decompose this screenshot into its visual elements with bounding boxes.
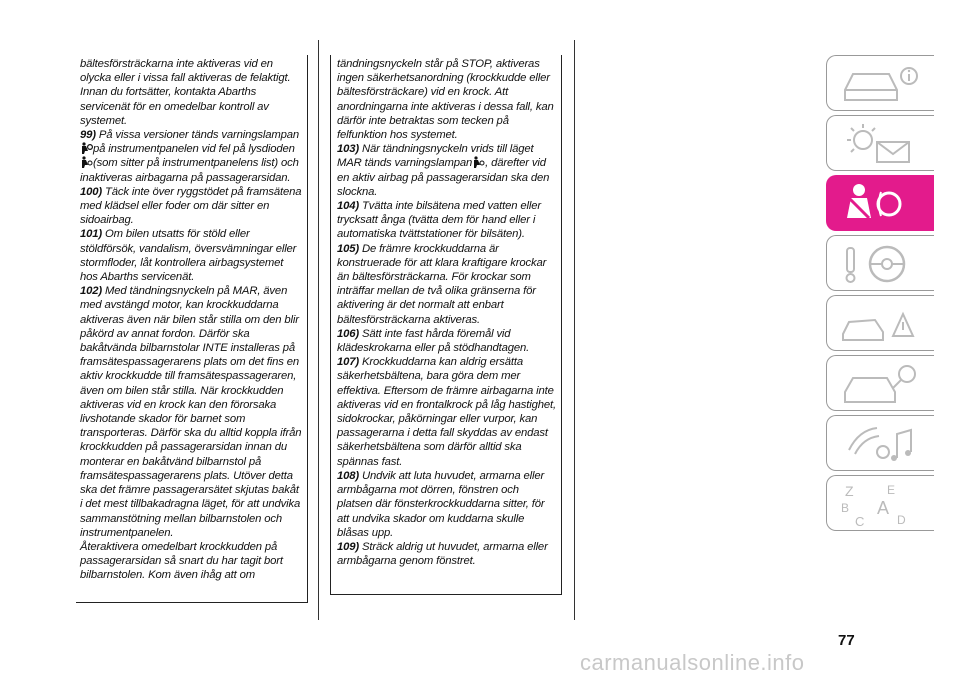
paragraph-text: När tändningsnyckeln vrids till läget MAR tänds varningslampan [337,143,534,170]
note-104 [337,199,557,242]
note-100 [80,185,303,228]
key-steering-wheel-icon [837,240,927,288]
paragraph-text: på instrumentpanelen vid fel på lysdioden [93,143,295,156]
note-number: 101) [80,228,103,241]
airbag-off-led-icon [80,156,93,168]
index-letter: Z [845,483,854,499]
paragraph-text: Med tändningsnyckeln på MAR, även med avstängd motor, kan krockkuddarna aktiveras även när bilen står stilla om den blir påkörd av annat fordon. Därför ska bakåtvända bilbarnstolar INTE installeras på framsätespassagerarens plats om det fins en aktiv krockkudde till framsätespassageraren, även om bilen står stilla. När krockkudden aktiveras vid en krock kan den förorsaka livshotande skador för barnet som transporteras. Därför ska du alltid koppla ifrån krockkudden på passagerarsidan innan du monterar en bakåtvänd bilbarnstol på framsätespassagerarens plats. Utöver detta ska det främre passagerarsätet skjutas bakåt i det mest tillbakadragna läget, för att undvika sammanstötning mellan bilbarnstolen och instrumentpanelen. [80,285,302,539]
paragraph-text: Sätt inte fast hårda föremål vid klädeskrokarna eller på stödhandtagen. [337,327,530,355]
paragraph-text: Undvik att luta huvudet, armarna eller armbågarna mot dörren, fönstren och platsen där fönsterkrockkuddarna sitter, för att undvika skador om kuddarna skulle blåsas upp. [337,469,545,539]
note-number: 100) [80,185,103,198]
text-column-right [330,55,562,595]
paragraph-text: (som sitter på instrumentpanelens list) och inaktiveras airbagarna på passagerarsidan. [80,157,299,184]
tab-maintenance[interactable] [826,355,934,411]
note-number: 107) [337,356,360,369]
watermark: carmanualsonline.info [580,650,805,675]
index-letter: C [855,514,865,528]
index-alphabet-icon [837,480,927,528]
note-103 [337,142,557,199]
column-divider [318,40,319,620]
note-108 [337,469,557,540]
tab-knowing-your-car[interactable] [826,55,934,111]
note-109 [337,540,557,568]
note-number: 103) [337,143,360,156]
paragraph-text: Krockkuddarna kan aldrig ersätta säkerhetsbältena, bara göra dem mer effektiva. Eftersom de främre airbagarna inte aktiveras vid en frontalkrock på låg hastighet, sidokrockar, påkörningar eller vurpor, kan passagerarna i detta fall skyddas av endast säkerhetsbältena som därför alltid ska spännas fast. [337,356,557,468]
paragraph-text: På vissa versioner tänds varningslampan [98,129,299,142]
paragraph [80,57,303,128]
chapter-tabs [826,55,936,535]
tab-emergency[interactable] [826,295,934,351]
tab-multimedia[interactable] [826,415,934,471]
index-letter: D [897,513,906,527]
note-number: 102) [80,285,103,298]
note-102 [80,284,303,540]
paragraph-text: Tvätta inte bilsätena med vatten eller trycksatt ånga (tvätta dem för hand eller i automatiska tvättstationer för bilsäten). [337,200,541,241]
paragraph-text: Täck inte över ryggstödet på framsätena med klädsel eller foder om där sitter en sidoairbag. [80,185,302,227]
paragraph-text: tändningsnyckeln står på STOP, aktiveras ingen säkerhetsanordning (krockkudde eller bältesförsträckare) vid en krock. Att anordningarna inte aktiveras i dessa fall, kan därför inte betraktas som tecken på felfunktion hos systemet. [337,58,554,142]
note-105 [337,242,557,327]
airbag-warning-icon [472,156,485,168]
airbag-warning-icon [80,142,93,154]
seatbelt-airbag-icon [837,180,927,228]
note-101 [80,227,303,284]
multimedia-icon [837,420,927,468]
page-number: 77 [838,632,855,649]
note-106 [337,327,557,355]
note-number: 109) [337,540,360,553]
maintenance-car-icon [837,360,927,408]
paragraph-text: Sträck aldrig ut huvudet, armarna eller armbågarna genom fönstret. [337,540,548,568]
note-number: 106) [337,327,360,340]
note-number: 99) [80,129,96,142]
index-letter: A [877,498,890,518]
index-letter: B [841,501,850,515]
tab-index[interactable] [826,475,934,531]
car-breakdown-icon [837,300,927,348]
paragraph-text: De främre krockkuddarna är konstruerade för att klara kraftigare krockar än bältesförsträckarna. För krockar som inträffar mellan de två olika gränserna för aktivering är det normalt att enbart bältesförsträckarna aktiveras. [337,242,547,326]
note-number: 104) [337,200,360,213]
paragraph-text: , därefter vid en aktiv airbag på passagerarsidan ska den slockna. [337,157,550,198]
tab-warning-lights[interactable] [826,115,934,171]
index-letter: E [887,483,896,497]
column-divider [574,40,575,620]
tab-starting-driving[interactable] [826,235,934,291]
note-number: 108) [337,469,360,482]
car-info-icon [837,60,927,108]
paragraph [337,57,557,142]
paragraph-text: Återaktivera omedelbart krockkudden på passagerarsidan så snart du har tagit bort bilbarnstolen. Kom även ihåg att om [80,540,283,582]
paragraph [80,540,303,583]
note-number: 105) [337,242,360,255]
note-107 [337,355,557,469]
paragraph-text: Om bilen utsatts för stöld eller stöldförsök, vandalism, översvämningar eller stormfloder, låt kontrollera airbagsystemet hos Abarths servicenät. [80,228,297,284]
warning-light-envelope-icon [837,120,927,168]
text-column-left [76,55,308,603]
tab-safety[interactable] [826,175,934,231]
paragraph-text: bältesförsträckarna inte aktiveras vid en olycka eller i vissa fall aktiveras de felaktigt. Innan du fortsätter, kontakta Abarths servicenät för en omedelbar kontroll av systemet. [80,58,291,127]
note-99 [80,128,303,185]
